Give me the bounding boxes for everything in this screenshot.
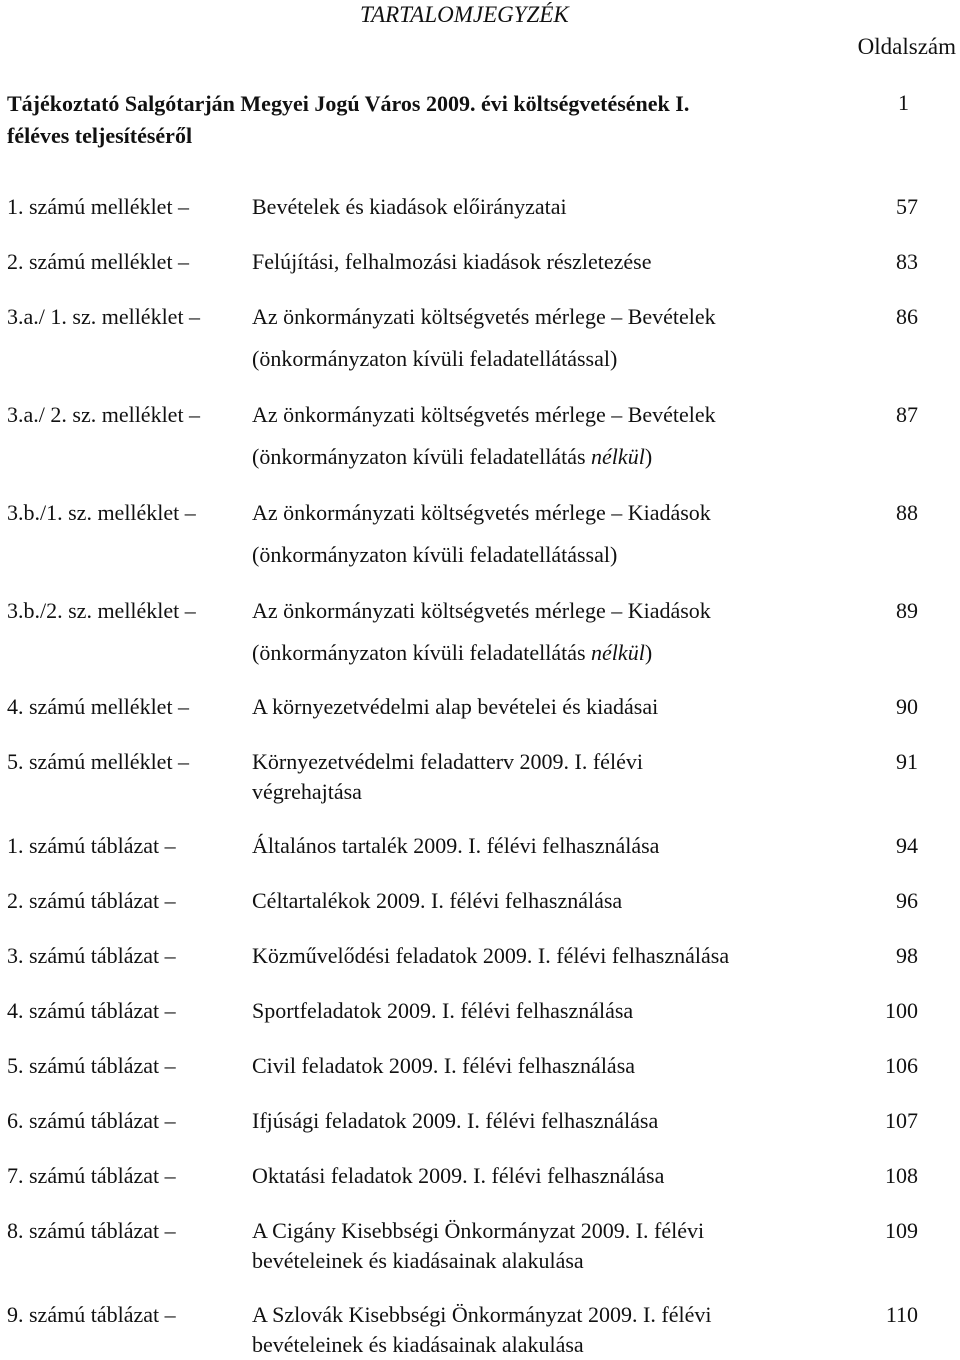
toc-entry-description: Az önkormányzati költségvetés mérlege – Bevételek (önkormányzaton kívüli feladatellátással) — [252, 304, 716, 371]
toc-entry-page: 106 — [885, 1053, 918, 1078]
toc-entry — [0, 1161, 960, 1221]
toc-entry-description: Oktatási feladatok 2009. I. félévi felhasználása — [252, 1163, 665, 1188]
page-column-header: Oldalszám — [857, 34, 956, 59]
toc-entry-label: 3. számú táblázat – — [7, 943, 176, 968]
toc-entry — [0, 1051, 960, 1111]
toc-entry — [0, 886, 960, 946]
toc-entry — [0, 498, 960, 582]
toc-entry-page: 88 — [896, 500, 918, 525]
toc-entry-label: 2. számú táblázat – — [7, 888, 176, 913]
toc-entry-description: A Szlovák Kisebbségi Önkormányzat 2009. I. félévi bevételeinek és kiadásainak alakulása — [252, 1302, 712, 1357]
toc-entry-description: Közművelődési feladatok 2009. I. félévi felhasználása — [252, 943, 730, 968]
toc-entry-description: Sportfeladatok 2009. I. félévi felhasználása — [252, 998, 634, 1023]
toc-entry-label: 3.a./ 1. sz. melléklet – — [7, 304, 201, 329]
toc-entry-page: 87 — [896, 402, 918, 427]
toc-entry-page: 57 — [896, 194, 918, 219]
toc-entry — [0, 941, 960, 1001]
toc-entry-description: Felújítási, felhalmozási kiadások részletezése — [252, 249, 652, 274]
toc-entry-description: Az önkormányzati költségvetés mérlege – Kiadások (önkormányzaton kívüli feladatellátás nélkül) — [252, 598, 711, 665]
toc-entry — [0, 1216, 960, 1276]
toc-entry-label: 4. számú táblázat – — [7, 998, 176, 1023]
toc-entry-label: 2. számú melléklet – — [7, 249, 190, 274]
toc-entry-label: 1. számú táblázat – — [7, 833, 176, 858]
toc-entry-label: 5. számú melléklet – — [7, 749, 190, 774]
toc-entry-label: 9. számú táblázat – — [7, 1302, 176, 1327]
toc-entry-page: 94 — [896, 833, 918, 858]
toc-entry-description: A Cigány Kisebbségi Önkormányzat 2009. I. félévi bevételeinek és kiadásainak alakulása — [252, 1218, 705, 1273]
toc-entry-page: 96 — [896, 888, 918, 913]
toc-entry-page: 110 — [885, 1302, 918, 1327]
toc-entry-page: 109 — [885, 1218, 918, 1243]
toc-entry-label: 3.b./2. sz. melléklet – — [7, 598, 196, 623]
toc-entry — [0, 1300, 960, 1360]
toc-entry — [0, 302, 960, 386]
toc-entry-page: 89 — [896, 598, 918, 623]
toc-entry-label: 8. számú táblázat – — [7, 1218, 176, 1243]
toc-entry — [0, 400, 960, 484]
intro-title-line2: féléves teljesítéséről — [7, 123, 193, 148]
toc-entry-label: 3.b./1. sz. melléklet – — [7, 500, 196, 525]
toc-entry-label: 1. számú melléklet – — [7, 194, 190, 219]
page-title: TARTALOMJEGYZÉK — [360, 2, 569, 27]
toc-entry-page: 90 — [896, 694, 918, 719]
intro-title — [7, 88, 827, 152]
toc-entry-label: 6. számú táblázat – — [7, 1108, 176, 1133]
toc-entry-description: Ifjúsági feladatok 2009. I. félévi felhasználása — [252, 1108, 659, 1133]
toc-entry-description: Bevételek és kiadások előirányzatai — [252, 194, 567, 219]
toc-entry — [0, 192, 960, 252]
toc-entry-description: Környezetvédelmi feladatterv 2009. I. félévi végrehajtása — [252, 749, 643, 804]
toc-entry — [0, 692, 960, 752]
toc-entry-page: 86 — [896, 304, 918, 329]
toc-entry-description: Céltartalékok 2009. I. félévi felhasználása — [252, 888, 623, 913]
toc-entry — [0, 596, 960, 680]
toc-entry-description: Az önkormányzati költségvetés mérlege – Bevételek (önkormányzaton kívüli feladatellátás nélkül) — [252, 402, 716, 469]
toc-entry-description: Civil feladatok 2009. I. félévi felhasználása — [252, 1053, 636, 1078]
toc-entry-page: 83 — [896, 249, 918, 274]
toc-entry-label: 3.a./ 2. sz. melléklet – — [7, 402, 201, 427]
toc-entry-description: Az önkormányzati költségvetés mérlege – Kiadások (önkormányzaton kívüli feladatellátással) — [252, 500, 711, 567]
toc-entry — [0, 831, 960, 891]
toc-entry-page: 98 — [896, 943, 918, 968]
toc-entry — [0, 1106, 960, 1166]
toc-entry-description: A környezetvédelmi alap bevételei és kiadásai — [252, 694, 659, 719]
intro-title-line1: Tájékoztató Salgótarján Megyei Jogú Város 2009. évi költségvetésének I. — [7, 91, 690, 116]
toc-entry-page: 108 — [885, 1163, 918, 1188]
toc-entry — [0, 996, 960, 1056]
toc-entry-label: 4. számú melléklet – — [7, 694, 190, 719]
toc-entry-label: 7. számú táblázat – — [7, 1163, 176, 1188]
toc-entry-page: 91 — [896, 749, 918, 774]
intro-page-number: 1 — [898, 90, 909, 115]
toc-entry-page: 100 — [885, 998, 918, 1023]
toc-entry-description: Általános tartalék 2009. I. félévi felhasználása — [252, 833, 660, 858]
toc-entry-page: 107 — [885, 1108, 918, 1133]
toc-entry-label: 5. számú táblázat – — [7, 1053, 176, 1078]
toc-entry — [0, 747, 960, 807]
